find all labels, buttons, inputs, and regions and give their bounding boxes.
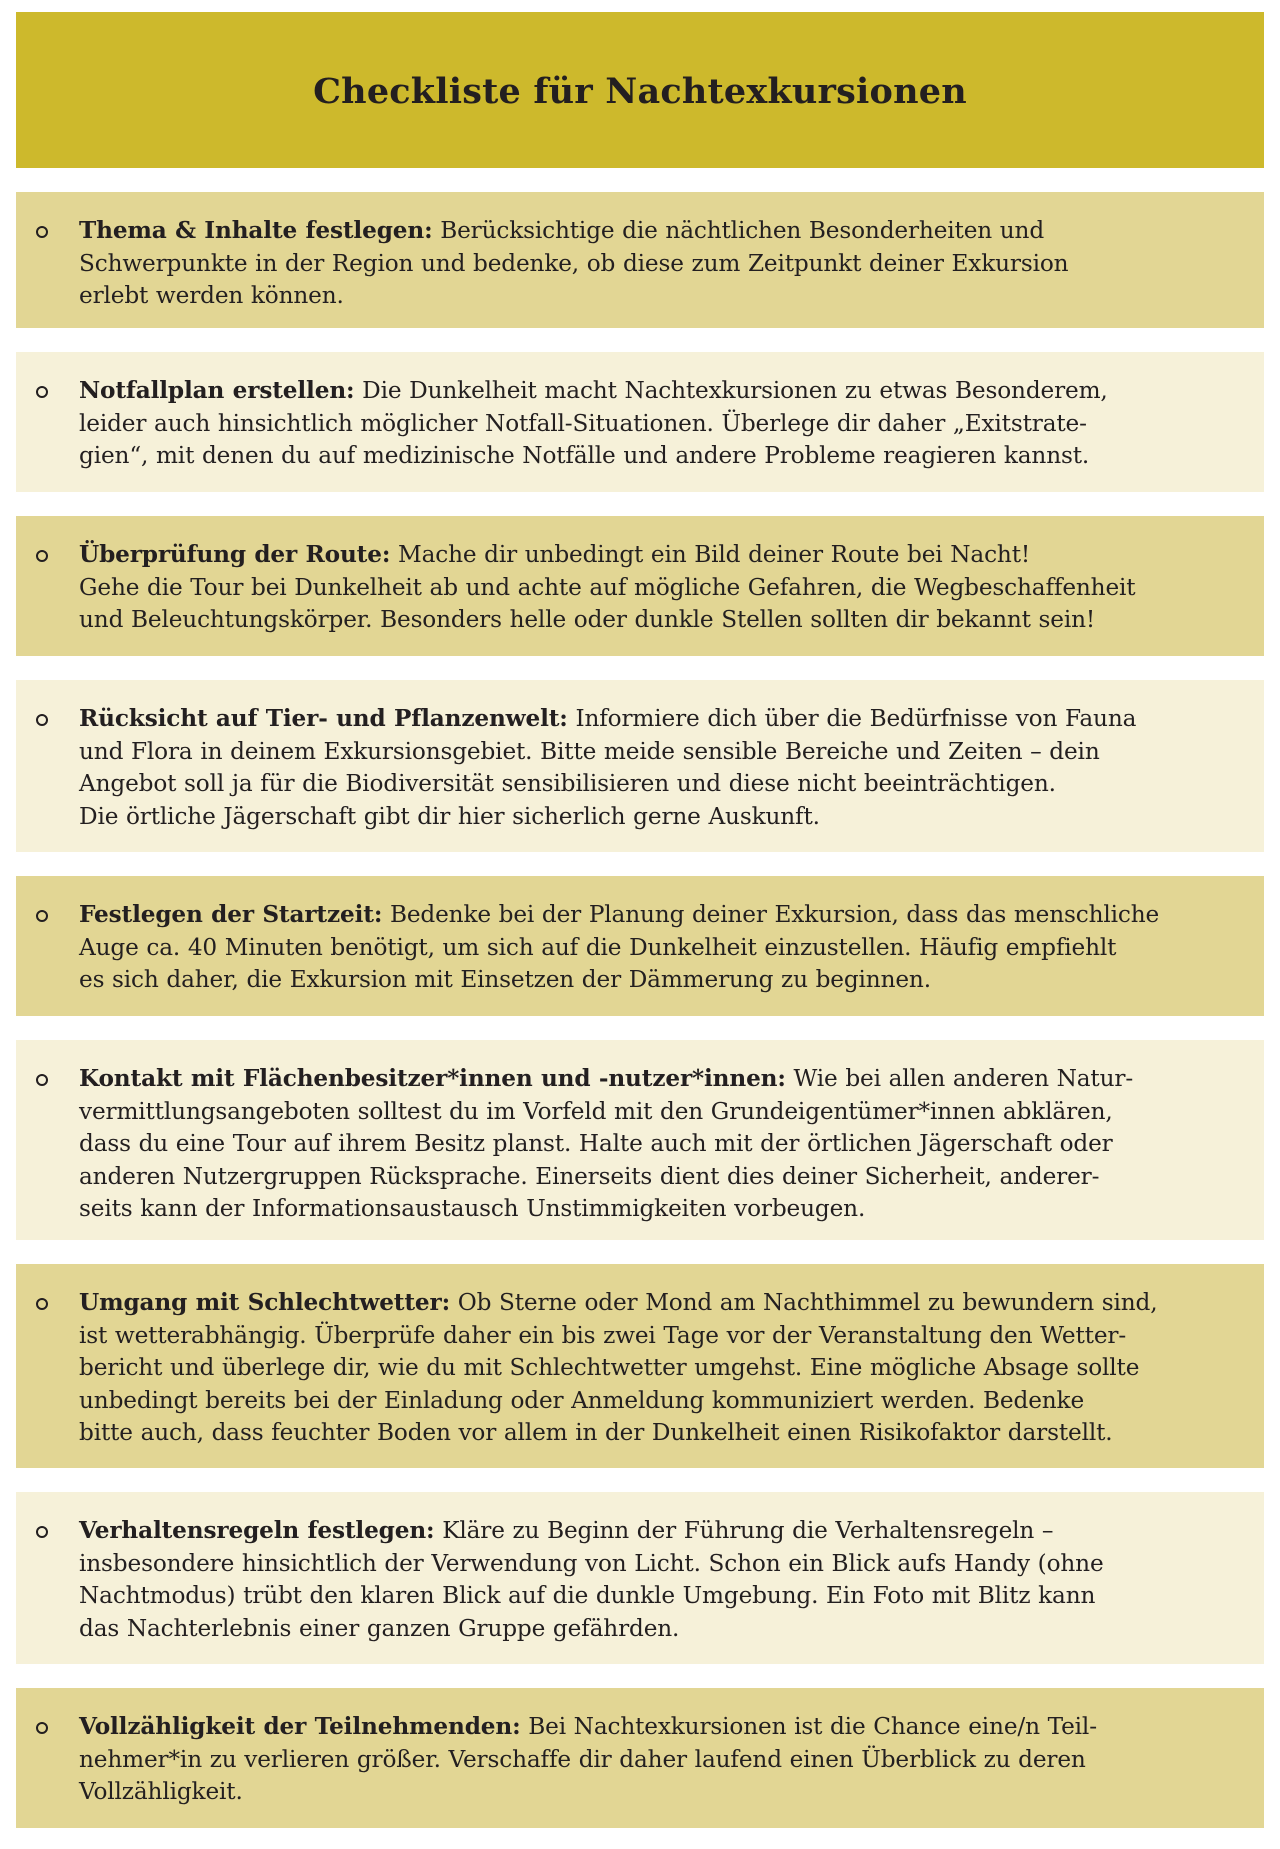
checklist-item-startzeit <box>16 876 1264 1016</box>
item-heading: Vollzähligkeit der Teilnehmenden: <box>79 1713 521 1740</box>
item-line: Gehe die Tour bei Dunkelheit ab und achte auf mögliche Gefahren, die Wegbeschaffenheit <box>79 573 1136 601</box>
circle-bullet-icon <box>36 550 48 562</box>
item-line: leider auch hinsichtlich möglicher Notfall-Situationen. Überlege dir daher „Exitstrate- <box>79 409 1087 437</box>
circle-bullet-icon <box>36 386 48 398</box>
item-line: das Nachterlebnis einer ganzen Gruppe gefährden. <box>79 1614 680 1642</box>
item-line: vermittlungsangeboten solltest du im Vorfeld mit den Grundeigentümer*innen abklären, <box>79 1097 1113 1125</box>
item-line: Umgang mit Schlechtwetter: Ob Sterne oder Mond am Nachthimmel zu bewundern sind, <box>79 1289 1158 1316</box>
item-line: Angebot soll ja für die Biodiversität sensibilisieren und diese nicht beeinträchtigen. <box>79 770 1056 798</box>
checklist-item-route <box>16 516 1264 656</box>
item-heading: Verhaltensregeln festlegen: <box>79 1517 435 1544</box>
page-title: Checkliste für Nachtexkursionen <box>313 70 967 112</box>
item-heading: Umgang mit Schlechtwetter: <box>79 1289 450 1316</box>
item-line: Schwerpunkte in der Region und bedenke, ob diese zum Zeitpunkt deiner Exkursion <box>79 249 1069 277</box>
item-line: Die örtliche Jägerschaft gibt dir hier sicherlich gerne Auskunft. <box>79 802 820 830</box>
item-line: Vollzähligkeit der Teilnehmenden: Bei Nachtexkursionen ist die Chance eine/n Teil- <box>79 1713 1097 1740</box>
checklist-item-ruecksicht <box>16 680 1264 852</box>
item-line: erlebt werden können. <box>79 282 344 310</box>
checklist-item-schlechtwetter <box>16 1264 1264 1468</box>
circle-bullet-icon <box>36 1722 48 1734</box>
checklist-item-thema <box>16 192 1264 328</box>
item-line: und Flora in deinem Exkursionsgebiet. Bitte meide sensible Bereiche und Zeiten – dein <box>79 737 1100 765</box>
item-line: Rücksicht auf Tier- und Pflanzenwelt: Informiere dich über die Bedürfnisse von Fauna <box>79 705 1137 732</box>
item-line: Notfallplan erstellen: Die Dunkelheit macht Nachtexkursionen zu etwas Besonderem, <box>79 377 1108 404</box>
item-line: nehmer*in zu verlieren größer. Verschaffe dir daher laufend einen Überblick zu deren <box>79 1745 1086 1773</box>
item-line: gien“, mit denen du auf medizinische Notfälle und andere Probleme reagieren kannst. <box>79 442 1090 470</box>
checklist-item-verhaltensregeln <box>16 1492 1264 1664</box>
item-line: Festlegen der Startzeit: Bedenke bei der Planung deiner Exkursion, dass das menschliche <box>79 901 1160 928</box>
item-heading: Festlegen der Startzeit: <box>79 901 383 928</box>
checklist-item-kontakt <box>16 1040 1264 1240</box>
item-line: Überprüfung der Route: Mache dir unbedingt ein Bild deiner Route bei Nacht! <box>79 541 1031 568</box>
item-line: seits kann der Informationsaustausch Unstimmigkeiten vorbeugen. <box>79 1195 866 1223</box>
checklist-item-vollzaehligkeit <box>16 1688 1264 1828</box>
item-heading: Notfallplan erstellen: <box>79 377 355 404</box>
checklist-item-notfallplan <box>16 352 1264 492</box>
item-line: ist wetterabhängig. Überprüfe daher ein bis zwei Tage vor der Veranstaltung den Wetter- <box>79 1321 1127 1349</box>
item-heading: Kontakt mit Flächenbesitzer*innen und -nutzer*innen: <box>79 1065 786 1092</box>
title-bar <box>16 12 1264 168</box>
item-line: Thema & Inhalte festlegen: Berücksichtige die nächtlichen Besonderheiten und <box>79 217 1045 244</box>
item-line: dass du eine Tour auf ihrem Besitz planst. Halte auch mit der örtlichen Jägerschaft oder <box>79 1130 1113 1158</box>
item-line: Verhaltensregeln festlegen: Kläre zu Beginn der Führung die Verhaltensregeln – <box>79 1517 1054 1544</box>
circle-bullet-icon <box>36 910 48 922</box>
item-line: Kontakt mit Flächenbesitzer*innen und -nutzer*innen: Wie bei allen anderen Natur- <box>79 1065 1134 1092</box>
circle-bullet-icon <box>36 1074 48 1086</box>
item-line: und Beleuchtungskörper. Besonders helle oder dunkle Stellen sollten dir bekannt sein! <box>79 606 1096 634</box>
circle-bullet-icon <box>36 714 48 726</box>
item-line: insbesondere hinsichtlich der Verwendung von Licht. Schon ein Blick aufs Handy (ohne <box>79 1549 1104 1577</box>
item-line: bitte auch, dass feuchter Boden vor allem in der Dunkelheit einen Risikofaktor darstellt. <box>79 1419 1113 1447</box>
item-line: bericht und überlege dir, wie du mit Schlechtwetter umgehst. Eine mögliche Absage sollte <box>79 1354 1140 1382</box>
item-line: Auge ca. 40 Minuten benötigt, um sich auf die Dunkelheit einzustellen. Häufig empfiehlt <box>79 933 1117 961</box>
item-line: es sich daher, die Exkursion mit Einsetzen der Dämmerung zu beginnen. <box>79 966 931 994</box>
item-line: anderen Nutzergruppen Rücksprache. Einerseits dient dies deiner Sicherheit, anderer- <box>79 1162 1100 1190</box>
item-line: Nachtmodus) trübt den klaren Blick auf die dunkle Umgebung. Ein Foto mit Blitz kann <box>79 1582 1096 1610</box>
checklist-page <box>16 12 1264 1828</box>
item-line: unbedingt bereits bei der Einladung oder Anmeldung kommuniziert werden. Bedenke <box>79 1386 1085 1414</box>
item-heading: Rücksicht auf Tier- und Pflanzenwelt: <box>79 705 568 732</box>
circle-bullet-icon <box>36 1526 48 1538</box>
item-heading: Überprüfung der Route: <box>79 541 391 568</box>
item-line: Vollzähligkeit. <box>79 1778 243 1806</box>
circle-bullet-icon <box>36 1298 48 1310</box>
circle-bullet-icon <box>36 226 48 238</box>
item-heading: Thema & Inhalte festlegen: <box>79 217 433 244</box>
